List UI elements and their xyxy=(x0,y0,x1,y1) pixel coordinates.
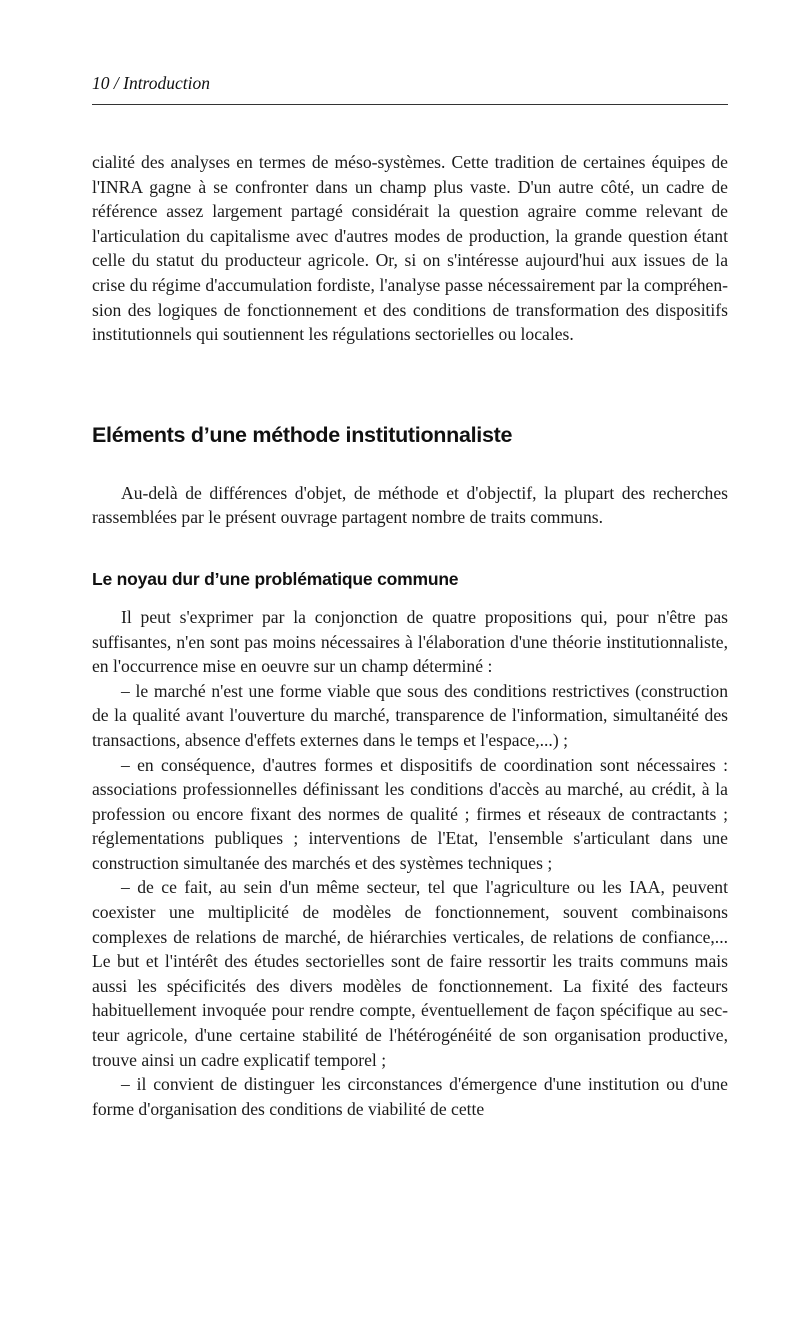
proposition-item: – le marché n'est une forme viable que sous des conditions restrictives (construction de la qualité avant l'ouverture du marché, transparence de l'information, simultanéité des transactions, absence d'effets externes dans le temps et l'espace,...) ; xyxy=(92,680,728,750)
intro-paragraph: cialité des analyses en termes de méso-systèmes. Cette tradition de certaines équipes de l'INRA gagne à se confronter dans un champ plus vaste. D'un autre côté, un cadre de référence assez largement partagé considérait la question agraire comme relevant de l'articulation du capitalisme avec d'autres modes de production, la grande question étant celle du statut du producteur agricole. Or, si on s'intéresse aujourd'hui aux issues de la crise du régime d'accumulation fordiste, l'analyse passe nécessairement par la compréhension des logiques de fonctionnement et des conditions de transformation des dispositifs institutionnels qui soutiennent les régulations sectorielles ou locales. xyxy=(92,152,728,345)
subsection-heading: Le noyau dur d’une problématique commune xyxy=(92,568,459,589)
header-rule xyxy=(92,104,728,105)
subsection-paragraph: Il peut s'exprimer par la conjonction de quatre propositions qui, pour n'être pas suffisantes, n'en sont pas moins nécessaires à l'élaboration d'une théorie institutionnaliste, en l'occurrence mise en oeuvre sur un champ déterminé : xyxy=(92,606,728,677)
document-page xyxy=(92,72,728,1121)
section-heading: Eléments d’une méthode institutionnaliste xyxy=(92,422,513,447)
section-paragraph: Au-delà de différences d'objet, de méthode et d'objectif, la plupart des recherches rassemblées par le présent ouvrage partagent nombre de traits communs. xyxy=(92,482,728,528)
proposition-item: – en conséquence, d'autres formes et dispositifs de coordination sont nécessaires : associations professionnelles définissant les conditions d'accès au marché, au crédit, à la profession ou encore fixant des normes de qualité ; firmes et réseaux de contractants ; réglementations publiques ; interventions de l'Etat, l'ensemble s'articulant dans une construction simultanée des marchés et des systèmes techniques ; xyxy=(92,754,728,873)
running-head: 10 / Introduction xyxy=(92,73,210,93)
proposition-item: – de ce fait, au sein d'un même secteur, tel que l'agriculture ou les IAA, peuvent coexister une multiplicité de modèles de fonctionnement, souvent combinaisons complexes de relations de marché, de hiérarchies verticales, de relations de confiance,... Le but et l'intérêt des études sectorielles sont de faire ressortir les traits communs mais aussi les spécificités des divers modèles de fonctionnement. La fixité des facteurs habituellement invoquée pour rendre compte, éventuellement de façon spécifique au secteur agricole, d'une certaine stabilité de l'hétérogénéité de son organisation productive, trouve ainsi un cadre explicatif temporel ; xyxy=(92,877,728,1070)
proposition-item: – il convient de distinguer les circonstances d'émergence d'une institution ou d'une forme d'organisation des conditions de viabilité de cette xyxy=(92,1074,728,1119)
